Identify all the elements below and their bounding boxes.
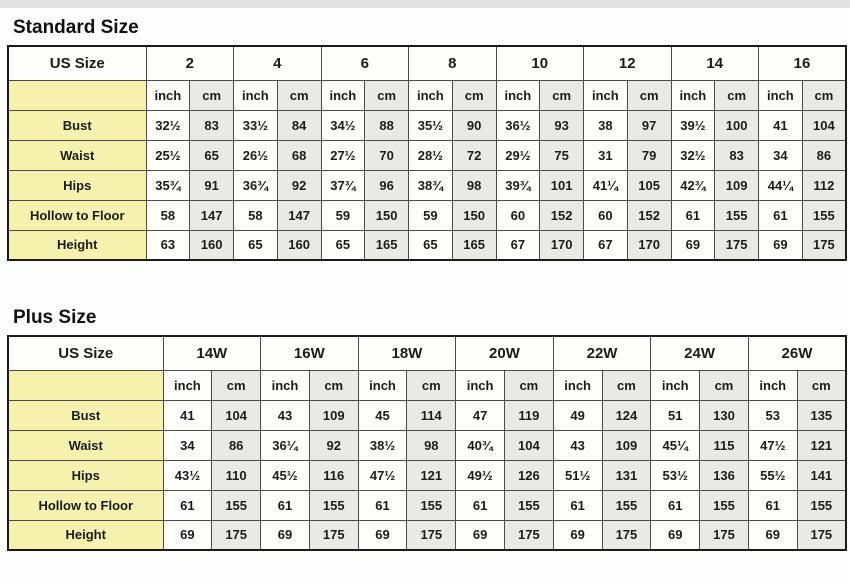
measurement-value-cm: 72	[452, 140, 496, 170]
measurement-value-inch: 61	[748, 490, 797, 520]
size-column-header-14: 14	[671, 46, 759, 80]
size-column-header-8: 8	[409, 46, 497, 80]
unit-header-inch: inch	[651, 370, 700, 400]
measurement-value-cm: 83	[715, 140, 759, 170]
measurement-value-cm: 130	[700, 400, 749, 430]
measurement-value-inch: 35¾	[146, 170, 190, 200]
measurement-value-cm: 165	[365, 230, 409, 260]
measurement-value-cm: 152	[627, 200, 671, 230]
plus-size-title: Plus Size	[13, 307, 97, 328]
measurement-value-cm: 97	[627, 110, 671, 140]
measurement-value-inch: 51	[651, 400, 700, 430]
measurement-value-cm: 110	[212, 460, 261, 490]
measurement-row-label: Bust	[8, 110, 146, 140]
measurement-row-label: Height	[8, 520, 163, 550]
measurement-value-inch: 69	[759, 230, 803, 260]
measurement-value-cm: 170	[627, 230, 671, 260]
measurement-value-inch: 47½	[748, 430, 797, 460]
measurement-value-cm: 101	[540, 170, 584, 200]
measurement-value-cm: 115	[700, 430, 749, 460]
measurement-value-inch: 58	[146, 200, 190, 230]
measurement-value-inch: 67	[496, 230, 540, 260]
measurement-value-cm: 124	[602, 400, 651, 430]
measurement-value-cm: 104	[504, 430, 553, 460]
measurement-value-cm: 70	[365, 140, 409, 170]
measurement-value-inch: 26½	[234, 140, 278, 170]
measurement-value-cm: 155	[309, 490, 358, 520]
measurement-value-cm: 88	[365, 110, 409, 140]
measurement-value-inch: 29½	[496, 140, 540, 170]
measurement-value-cm: 104	[212, 400, 261, 430]
unit-header-inch: inch	[409, 80, 453, 110]
size-column-header-6: 6	[321, 46, 409, 80]
measurement-row	[8, 400, 846, 430]
measurement-value-cm: 86	[212, 430, 261, 460]
measurement-value-inch: 36¼	[261, 430, 310, 460]
measurement-value-inch: 44¼	[759, 170, 803, 200]
measurement-value-cm: 126	[504, 460, 553, 490]
measurement-value-cm: 160	[277, 230, 321, 260]
measurement-value-inch: 40¾	[456, 430, 505, 460]
measurement-value-cm: 116	[309, 460, 358, 490]
measurement-value-cm: 114	[407, 400, 456, 430]
measurement-value-inch: 39¾	[496, 170, 540, 200]
size-column-header-14w: 14W	[163, 336, 261, 370]
size-header-row	[8, 336, 846, 370]
measurement-value-inch: 65	[409, 230, 453, 260]
unit-header-inch: inch	[321, 80, 365, 110]
unit-header-cm: cm	[309, 370, 358, 400]
measurement-value-inch: 49½	[456, 460, 505, 490]
unit-header-cm: cm	[190, 80, 234, 110]
measurement-value-inch: 65	[234, 230, 278, 260]
measurement-value-inch: 69	[671, 230, 715, 260]
measurement-value-cm: 152	[540, 200, 584, 230]
unit-header-inch: inch	[163, 370, 212, 400]
measurement-row-label: Hollow to Floor	[8, 490, 163, 520]
unit-header-cm: cm	[797, 370, 846, 400]
measurement-value-cm: 150	[365, 200, 409, 230]
measurement-value-cm: 147	[190, 200, 234, 230]
unit-header-inch: inch	[748, 370, 797, 400]
unit-header-cm: cm	[700, 370, 749, 400]
measurement-row-label: Hips	[8, 460, 163, 490]
measurement-value-cm: 175	[407, 520, 456, 550]
measurement-value-cm: 86	[802, 140, 846, 170]
measurement-value-cm: 65	[190, 140, 234, 170]
measurement-value-inch: 36¾	[234, 170, 278, 200]
measurement-row	[8, 140, 846, 170]
size-column-header-16w: 16W	[261, 336, 359, 370]
unit-header-row	[8, 80, 846, 110]
measurement-value-cm: 91	[190, 170, 234, 200]
measurement-value-cm: 109	[715, 170, 759, 200]
measurement-value-inch: 69	[651, 520, 700, 550]
size-column-header-12: 12	[584, 46, 672, 80]
measurement-value-inch: 45¼	[651, 430, 700, 460]
unit-header-inch: inch	[496, 80, 540, 110]
size-column-header-16: 16	[759, 46, 847, 80]
measurement-row-label: Height	[8, 230, 146, 260]
measurement-row-label: Hips	[8, 170, 146, 200]
measurement-value-cm: 79	[627, 140, 671, 170]
measurement-value-cm: 175	[715, 230, 759, 260]
measurement-row	[8, 460, 846, 490]
measurement-value-cm: 119	[504, 400, 553, 430]
unit-header-inch: inch	[671, 80, 715, 110]
unit-header-inch: inch	[553, 370, 602, 400]
top-strip	[0, 0, 850, 8]
measurement-value-inch: 34	[163, 430, 212, 460]
unit-header-cm: cm	[407, 370, 456, 400]
unit-header-inch: inch	[261, 370, 310, 400]
measurement-value-cm: 155	[700, 490, 749, 520]
measurement-value-cm: 96	[365, 170, 409, 200]
measurement-value-inch: 53½	[651, 460, 700, 490]
measurement-value-cm: 155	[715, 200, 759, 230]
unit-header-row	[8, 370, 846, 400]
measurement-value-inch: 69	[456, 520, 505, 550]
measurement-value-inch: 47	[456, 400, 505, 430]
unit-header-inch: inch	[234, 80, 278, 110]
size-column-header-26w: 26W	[748, 336, 846, 370]
measurement-value-inch: 69	[261, 520, 310, 550]
us-size-corner-label: US Size	[8, 46, 146, 80]
measurement-value-cm: 170	[540, 230, 584, 260]
unit-header-cm: cm	[504, 370, 553, 400]
size-column-header-24w: 24W	[651, 336, 749, 370]
measurement-value-inch: 61	[456, 490, 505, 520]
measurement-row	[8, 230, 846, 260]
measurement-value-cm: 155	[797, 490, 846, 520]
measurement-value-inch: 65	[321, 230, 365, 260]
corner-spacer-cell	[8, 80, 146, 110]
measurement-value-cm: 100	[715, 110, 759, 140]
measurement-value-cm: 93	[540, 110, 584, 140]
measurement-value-inch: 42¾	[671, 170, 715, 200]
measurement-value-inch: 49	[553, 400, 602, 430]
measurement-value-cm: 109	[309, 400, 358, 430]
measurement-value-inch: 61	[553, 490, 602, 520]
plus-size-table	[7, 335, 847, 551]
measurement-value-cm: 121	[407, 460, 456, 490]
unit-header-inch: inch	[456, 370, 505, 400]
measurement-row	[8, 490, 846, 520]
unit-header-cm: cm	[602, 370, 651, 400]
measurement-value-cm: 175	[797, 520, 846, 550]
measurement-value-inch: 61	[651, 490, 700, 520]
measurement-value-cm: 175	[504, 520, 553, 550]
measurement-value-cm: 175	[309, 520, 358, 550]
measurement-value-inch: 35½	[409, 110, 453, 140]
measurement-value-inch: 32½	[671, 140, 715, 170]
measurement-value-inch: 34	[759, 140, 803, 170]
measurement-row	[8, 110, 846, 140]
measurement-value-inch: 45	[358, 400, 407, 430]
size-column-header-18w: 18W	[358, 336, 456, 370]
measurement-value-inch: 61	[671, 200, 715, 230]
measurement-value-cm: 147	[277, 200, 321, 230]
measurement-value-cm: 131	[602, 460, 651, 490]
unit-header-cm: cm	[802, 80, 846, 110]
size-column-header-20w: 20W	[456, 336, 554, 370]
measurement-value-cm: 109	[602, 430, 651, 460]
measurement-value-cm: 155	[602, 490, 651, 520]
unit-header-inch: inch	[146, 80, 190, 110]
measurement-value-cm: 155	[407, 490, 456, 520]
measurement-value-cm: 150	[452, 200, 496, 230]
measurement-value-inch: 69	[553, 520, 602, 550]
unit-header-inch: inch	[584, 80, 628, 110]
measurement-value-cm: 175	[802, 230, 846, 260]
measurement-row	[8, 520, 846, 550]
measurement-value-inch: 43	[553, 430, 602, 460]
measurement-value-cm: 104	[802, 110, 846, 140]
measurement-value-inch: 59	[409, 200, 453, 230]
measurement-value-inch: 41	[759, 110, 803, 140]
measurement-value-cm: 155	[212, 490, 261, 520]
measurement-value-cm: 135	[797, 400, 846, 430]
measurement-value-cm: 84	[277, 110, 321, 140]
measurement-value-inch: 67	[584, 230, 628, 260]
unit-header-inch: inch	[358, 370, 407, 400]
measurement-value-cm: 105	[627, 170, 671, 200]
corner-spacer-cell	[8, 370, 163, 400]
standard-size-title: Standard Size	[13, 17, 139, 38]
measurement-value-inch: 60	[496, 200, 540, 230]
measurement-value-inch: 61	[261, 490, 310, 520]
measurement-row-label: Waist	[8, 140, 146, 170]
measurement-value-inch: 34½	[321, 110, 365, 140]
measurement-value-cm: 165	[452, 230, 496, 260]
measurement-value-inch: 69	[748, 520, 797, 550]
measurement-value-inch: 63	[146, 230, 190, 260]
size-header-row	[8, 46, 846, 80]
measurement-value-inch: 38½	[358, 430, 407, 460]
measurement-value-inch: 69	[163, 520, 212, 550]
measurement-value-inch: 43½	[163, 460, 212, 490]
unit-header-inch: inch	[759, 80, 803, 110]
measurement-value-inch: 55½	[748, 460, 797, 490]
size-column-header-22w: 22W	[553, 336, 651, 370]
measurement-value-cm: 75	[540, 140, 584, 170]
measurement-value-inch: 60	[584, 200, 628, 230]
measurement-value-inch: 41	[163, 400, 212, 430]
measurement-value-inch: 32½	[146, 110, 190, 140]
measurement-value-inch: 45½	[261, 460, 310, 490]
us-size-corner-label: US Size	[8, 336, 163, 370]
measurement-value-inch: 43	[261, 400, 310, 430]
size-column-header-10: 10	[496, 46, 584, 80]
measurement-value-inch: 47½	[358, 460, 407, 490]
measurement-row-label: Bust	[8, 400, 163, 430]
measurement-row	[8, 200, 846, 230]
unit-header-cm: cm	[452, 80, 496, 110]
measurement-value-inch: 25½	[146, 140, 190, 170]
standard-size-table	[7, 45, 847, 261]
measurement-value-cm: 92	[277, 170, 321, 200]
measurement-value-cm: 121	[797, 430, 846, 460]
unit-header-cm: cm	[212, 370, 261, 400]
measurement-value-cm: 175	[212, 520, 261, 550]
measurement-value-cm: 155	[504, 490, 553, 520]
measurement-value-inch: 31	[584, 140, 628, 170]
measurement-value-cm: 136	[700, 460, 749, 490]
measurement-value-inch: 37¾	[321, 170, 365, 200]
measurement-value-cm: 98	[452, 170, 496, 200]
measurement-value-inch: 61	[358, 490, 407, 520]
measurement-value-inch: 61	[163, 490, 212, 520]
unit-header-cm: cm	[715, 80, 759, 110]
measurement-value-cm: 90	[452, 110, 496, 140]
measurement-value-cm: 112	[802, 170, 846, 200]
measurement-value-cm: 92	[309, 430, 358, 460]
measurement-value-inch: 41¼	[584, 170, 628, 200]
measurement-value-cm: 68	[277, 140, 321, 170]
measurement-row	[8, 430, 846, 460]
measurement-row	[8, 170, 846, 200]
unit-header-cm: cm	[277, 80, 321, 110]
measurement-value-inch: 28½	[409, 140, 453, 170]
measurement-value-inch: 27½	[321, 140, 365, 170]
measurement-value-inch: 36½	[496, 110, 540, 140]
measurement-value-cm: 141	[797, 460, 846, 490]
measurement-value-cm: 155	[802, 200, 846, 230]
unit-header-cm: cm	[365, 80, 409, 110]
measurement-value-inch: 39½	[671, 110, 715, 140]
measurement-value-inch: 51½	[553, 460, 602, 490]
measurement-value-cm: 175	[700, 520, 749, 550]
measurement-value-cm: 98	[407, 430, 456, 460]
measurement-value-inch: 53	[748, 400, 797, 430]
size-column-header-2: 2	[146, 46, 234, 80]
unit-header-cm: cm	[627, 80, 671, 110]
unit-header-cm: cm	[540, 80, 584, 110]
measurement-value-inch: 58	[234, 200, 278, 230]
measurement-value-inch: 38¾	[409, 170, 453, 200]
measurement-value-cm: 160	[190, 230, 234, 260]
measurement-value-inch: 33½	[234, 110, 278, 140]
size-column-header-4: 4	[234, 46, 322, 80]
measurement-value-cm: 83	[190, 110, 234, 140]
measurement-value-inch: 59	[321, 200, 365, 230]
measurement-value-inch: 61	[759, 200, 803, 230]
measurement-value-inch: 38	[584, 110, 628, 140]
measurement-row-label: Hollow to Floor	[8, 200, 146, 230]
measurement-row-label: Waist	[8, 430, 163, 460]
measurement-value-inch: 69	[358, 520, 407, 550]
measurement-value-cm: 175	[602, 520, 651, 550]
